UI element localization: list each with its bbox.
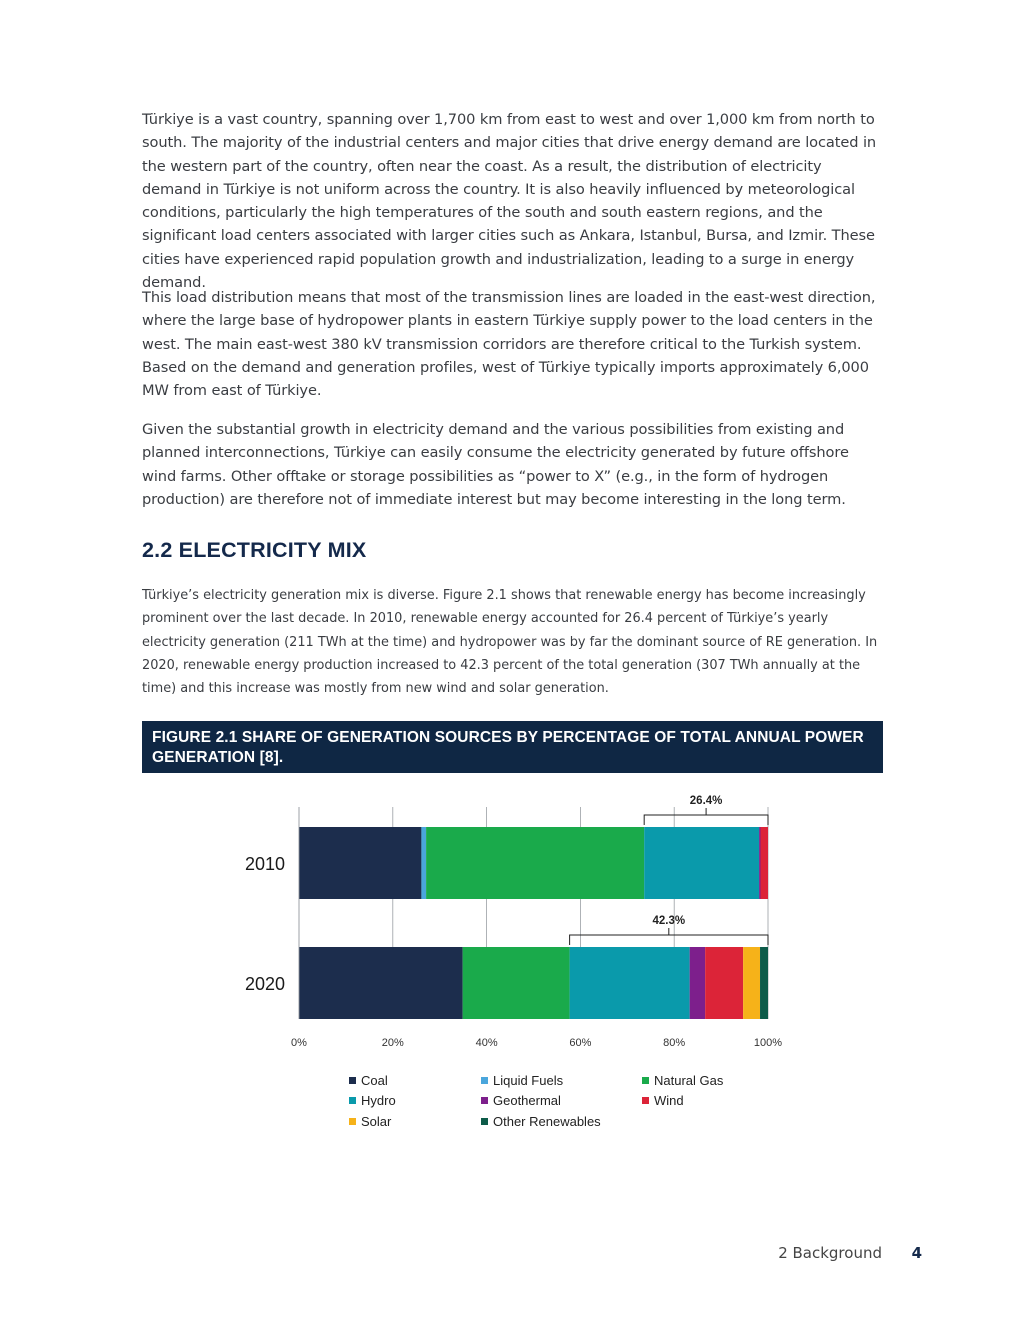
renewable-bracket-2020 (570, 928, 768, 945)
legend-label-liquid-fuels: Liquid Fuels (493, 1073, 564, 1088)
bar-segment-2010-wind (760, 827, 768, 899)
page-number: 4 (911, 1244, 922, 1262)
x-tick-label: 100% (753, 1037, 783, 1049)
bar-segment-2010-hydro (644, 827, 759, 899)
category-label-2010: 2010 (244, 854, 285, 874)
legend-label-geothermal: Geothermal (493, 1093, 561, 1108)
bar-segment-2010-liquid-fuels (421, 827, 426, 899)
bar-segment-2020-natural-gas (463, 947, 570, 1019)
bar-segment-2010-natural-gas (426, 827, 644, 899)
bar-segment-2020-coal (299, 947, 463, 1019)
legend-label-hydro: Hydro (361, 1093, 396, 1108)
legend-label-natural-gas: Natural Gas (654, 1073, 724, 1088)
legend-swatch-other-renewables (481, 1118, 488, 1125)
bar-segment-2020-geothermal (690, 947, 705, 1019)
bar-segment-2020-solar (743, 947, 760, 1019)
legend-swatch-solar (349, 1118, 356, 1125)
legend-label-coal: Coal (361, 1073, 388, 1088)
x-tick-label: 0% (291, 1037, 307, 1049)
legend-swatch-natural-gas (642, 1077, 649, 1084)
bar-segment-2010-geothermal (759, 827, 760, 899)
x-tick-label: 40% (475, 1037, 498, 1049)
legend-swatch-hydro (349, 1097, 356, 1104)
bar-segment-2020-other-renewables (760, 947, 768, 1019)
stacked-bar-chart (0, 780, 1020, 1160)
renewable-share-label-2010: 26.4% (689, 795, 723, 807)
footer-section-label: 2 Background (778, 1244, 882, 1262)
section-body: Türkiye’s electricity generation mix is diverse. Figure 2.1 shows that renewable energy has become increasingly prominent over the last decade. In 2010, renewable energy accounted for 26.4 percent of Türkiye’s yearly electricity generation (211 TWh at the time) and hydropower was by far the dominant source of RE generation. In 2020, renewable energy production increased to 42.3 percent of the total generation (307 TWh annually at the time) and this increase was mostly from new wind and solar generation. (142, 588, 878, 697)
x-tick-label: 80% (663, 1037, 686, 1049)
x-tick-label: 60% (569, 1037, 592, 1049)
section-heading: 2.2 ELECTRICITY MIX (142, 538, 367, 562)
legend-label-wind: Wind (654, 1093, 684, 1108)
paragraph-1: Türkiye is a vast country, spanning over 1,700 km from east to west and over 1,000 km from north to south. The majority of the industrial centers and major cities that drive energy demand are located in the western part of the country, often near the coast. As a result, the distribution of electricity demand in Türkiye is not uniform across the country. It is also heavily influenced by meteorological conditions, particularly the high temperatures of the south and south eastern regions, and the significant load centers associated with larger cities such as Ankara, Istanbul, Bursa, and Izmir. These cities have experienced rapid population growth and industrialization, leading to a surge in energy demand. (142, 111, 877, 292)
bar-segment-2010-coal (299, 827, 421, 899)
legend-swatch-wind (642, 1097, 649, 1104)
legend-label-solar: Solar (361, 1114, 392, 1129)
legend-swatch-geothermal (481, 1097, 488, 1104)
category-label-2020: 2020 (244, 974, 285, 994)
bar-segment-2020-wind (705, 947, 743, 1019)
legend-swatch-liquid-fuels (481, 1077, 488, 1084)
bar-segment-2020-hydro (570, 947, 690, 1019)
paragraph-3: Given the substantial growth in electricity demand and the various possibilities from existing and planned interconnections, Türkiye can easily consume the electricity generated by future offshore wind farms. Other offtake or storage possibilities as “power to X” (e.g., in the form of hydrogen production) are therefore not of immediate interest but may become interesting in the long term. (142, 421, 849, 508)
renewable-share-label-2020: 42.3% (652, 915, 686, 927)
legend-swatch-coal (349, 1077, 356, 1084)
legend-label-other-renewables: Other Renewables (493, 1114, 601, 1129)
renewable-bracket-2010 (644, 808, 768, 825)
figure-caption: FIGURE 2.1 SHARE OF GENERATION SOURCES BY PERCENTAGE OF TOTAL ANNUAL POWER GENERATION [8]. (142, 721, 883, 773)
x-tick-label: 20% (381, 1037, 404, 1049)
paragraph-2: This load distribution means that most of the transmission lines are loaded in the east-west direction, where the large base of hydropower plants in eastern Türkiye supply power to the load centers in the west. The main east-west 380 kV transmission corridors are therefore critical to the Turkish system. Based on the demand and generation profiles, west of Türkiye typically imports approximately 6,000 MW from east of Türkiye. (142, 289, 876, 400)
